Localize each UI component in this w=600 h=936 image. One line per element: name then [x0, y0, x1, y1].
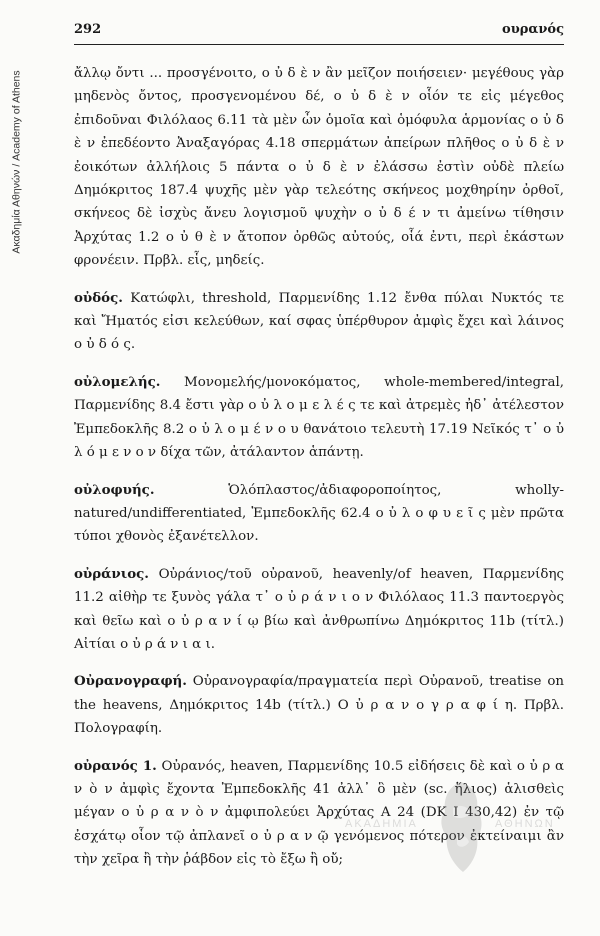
entry-lemma: οὐλομελής. [74, 373, 161, 390]
dictionary-content [74, 62, 564, 886]
entry-oulophyes [74, 479, 564, 549]
entry-oulomeles [74, 371, 564, 465]
entry-text: ἄλλῳ ὄντι ... προσγένοιτο, ο ὐ δ ὲ ν ἂν μεῖζον ποιήσειεν· μεγέθους γὰρ μηδενὸς ὄντος, προσγενομένου δέ, ο ὐ δ ὲ ν οἷόν τε εἰς μέγεθος ἐπιδοῦναι Φιλόλαος 6.11 τὰ μὲν ὦν ὁμοῖα καὶ ὁμόφυλα ἁρμονίας ο ὐ δ ὲ ν ἐπεδέοντο Ἀναξαγόρας 4.18 σπερμάτων ἀπείρων πλῆθος ο ὐ δ ὲ ν ἐοικότων ἀλλήλοις 5 πάντα ο ὐ δ ὲ ν ἐλάσσω ἐστὶν οὐδὲ πλείω Δημόκριτος 187.4 ψυχῆς μὲν γὰρ τελεότης σκήνεος μοχθηρίην ὀρθοῖ, σκήνεος δὲ ἰσχὺς ἄνευ λογισμοῦ ψυχὴν ο ὐ δ έ ν τι ἀμείνω τίθησιν Ἀρχύτας 1.2 ο ὐ θ ὲ ν ἄτοπον ὀρθῶς αὐτούς, οἷά ἐντι, περὶ ἑκάστων φρονέειν. Πρβλ. εἷς, μηδείς. [74, 66, 564, 269]
header-rule [74, 44, 564, 45]
entry-text: Κατώφλι, threshold, Παρμενίδης 1.12 ἔνθα πύλαι Νυκτός τε καὶ Ἤματός εἰσι κελεύθων, καί σφας ὑπέρθυρον ἀμφὶς ἔχει καὶ λάινος ο ὐ δ ό ς. [74, 290, 564, 353]
entry-ouranios [74, 563, 564, 657]
side-label [6, 42, 28, 282]
side-label-text: Ακαδημία Αθηνών / Academy of Athens [11, 70, 23, 254]
entry-oudos [74, 287, 564, 357]
page-header [74, 22, 564, 37]
entry-lemma: οὐλοφυής. [74, 481, 155, 498]
entry-continuation [74, 62, 564, 273]
entry-text: Μονομελής/μονοκόματος, whole-membered/integral, Παρμενίδης 8.4 ἔστι γὰρ ο ὐ λ ο μ ε λ έ ς τε καὶ ἀτρεμὲς ἠδ᾽ ἀτέλεστον Ἐμπεδοκλῆς 8.2 ο ὐ λ ο μ έ ν ο υ θανάτοιο τελευτὴ 17.19 Νεῖκός τ᾽ ο ὐ λ ό μ ε ν ο ν δίχα τῶν, ἀτάλαντον ἁπάντῃ. [74, 374, 564, 461]
entry-lemma: Οὐρανογραφή. [74, 673, 187, 690]
academy-watermark [345, 778, 575, 888]
entry-text: Οὐρανός, heaven, Παρμενίδης 10.5 εἰδήσεις δὲ καὶ ο ὐ ρ α ν ὸ ν ἀμφὶς ἔχοντα Ἐμπεδοκλῆς 41 ἀλλ᾽ ὃ μὲν (sc. ἥλιος) ἁλισθεὶς μέγαν ο ὐ ρ α ν ὸ ν ἀμφιπολεύει Ἀρχύτας Α 24 (DK I 430,42) ἐν τῷ ἐσχάτῳ οἷον τῷ ἀπλανεῖ ο ὐ ρ α ν ῷ γενόμενος πότερον ἐκτείναιμι ἂν τὴν χεῖρα ἢ τὴν ῥάβδον εἰς τὸ ἔξω ἢ οὔ; [74, 758, 564, 868]
entry-ouranographe [74, 670, 564, 740]
watermark-text-right: ΑΘΗΝΩΝ [495, 818, 555, 830]
athena-head-icon [433, 778, 489, 878]
entry-text: Ὁλόπλαστος/ἀδιαφοροποίητος, wholly-natured/undifferentiated, Ἐμπεδοκλῆς 62.4 ο ὐ λ ο φ υ ε ῖ ς μὲν πρῶτα τύποι χθονὸς ἐξανέτελλον. [74, 482, 564, 545]
entry-lemma: οὐράνιος. [74, 565, 149, 582]
page-number: 292 [74, 22, 102, 37]
entry-lemma: οὐρανός 1. [74, 757, 157, 774]
watermark-text-left: ΑΚΑΔΗΜΙΑ [345, 818, 418, 830]
entry-text: Οὐρανογραφία/πραγματεία περὶ Οὐρανοῦ, treatise on the heavens, Δημόκριτος 14b (τίτλ.) Ο ὐ ρ α ν ο γ ρ α φ ί η. Πρβλ. Πολογραφίη. [74, 674, 564, 737]
running-head: ουρανός [502, 22, 564, 37]
entry-lemma: οὐδός. [74, 289, 123, 306]
entry-text: Οὐράνιος/τοῦ οὐρανοῦ, heavenly/of heaven, Παρμενίδης 11.2 αἰθὴρ τε ξυνὸς γάλα τ᾽ ο ὐ ρ ά ν ι ο ν Φιλόλαος 11.3 παντοεργὸς καὶ θεῖω καὶ ο ὐ ρ α ν ί ῳ βίω καὶ ἀνθρωπίνω Δημόκριτος 11b (τίτλ.) Αἰτίαι ο ὐ ρ ά ν ι α ι. [74, 566, 564, 652]
